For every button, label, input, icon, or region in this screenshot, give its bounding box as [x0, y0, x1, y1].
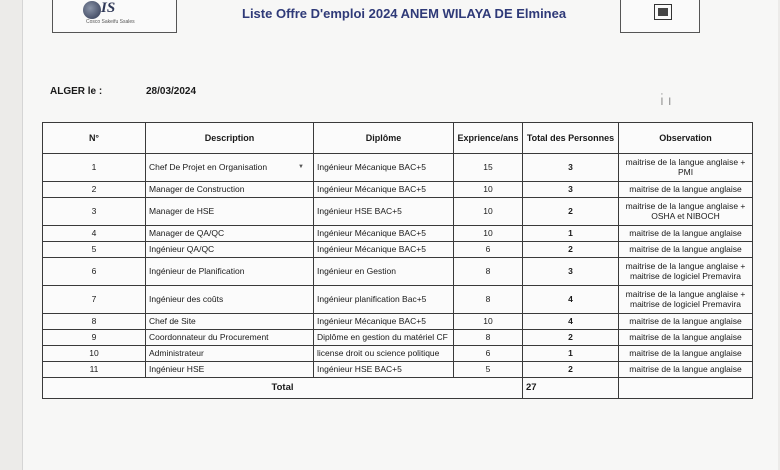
- cell-total: 4: [523, 314, 619, 330]
- total-value: 27: [523, 378, 619, 399]
- table-row: [43, 346, 753, 362]
- table-row: [43, 242, 753, 258]
- table-row: [43, 198, 753, 226]
- cell-observation: maitrise de la langue anglaise: [619, 314, 753, 330]
- pen-mark: ı̇ ı: [660, 92, 672, 108]
- cell-diplome: license droit ou science politique: [314, 346, 454, 362]
- cell-observation: maitrise de la langue anglaise: [619, 362, 753, 378]
- cell-diplome: Diplôme en gestion du matériel CF: [314, 330, 454, 346]
- cell-description: Coordonnateur du Procurement: [146, 330, 314, 346]
- emblem-icon: [654, 4, 672, 20]
- location-label: ALGER le :: [50, 86, 103, 97]
- cell-observation: maitrise de la langue anglaise: [619, 346, 753, 362]
- header-total: Total des Personnes: [523, 123, 619, 154]
- cell-diplome: Ingénieur Mécanique BAC+5: [314, 314, 454, 330]
- cell-experience: 8: [454, 286, 523, 314]
- cell-diplome: Ingénieur HSE BAC+5: [314, 198, 454, 226]
- cell-total: 3: [523, 154, 619, 182]
- document-date: 28/03/2024: [146, 86, 197, 97]
- cell-diplome: Ingénieur Mécanique BAC+5: [314, 242, 454, 258]
- cell-observation: maitrise de la langue anglaise: [619, 330, 753, 346]
- table-row: [43, 362, 753, 378]
- cell-observation: maitrise de la langue anglaise + OSHA et NIBOCH: [619, 198, 753, 226]
- header-description: Description: [146, 123, 314, 154]
- cell-description: Ingénieur de Planification: [146, 258, 314, 286]
- header: [22, 0, 778, 32]
- cell-num: 3: [43, 198, 146, 226]
- cell-observation: maitrise de la langue anglaise: [619, 182, 753, 198]
- cell-diplome: Ingénieur en Gestion: [314, 258, 454, 286]
- cell-diplome: Ingénieur HSE BAC+5: [314, 362, 454, 378]
- cell-experience: 8: [454, 258, 523, 286]
- cell-num: 7: [43, 286, 146, 314]
- cell-total: 2: [523, 198, 619, 226]
- company-logo: [52, 0, 177, 33]
- triangle-down-icon: ▼: [298, 164, 304, 171]
- total-label: Total: [43, 378, 523, 399]
- globe-icon: [83, 1, 101, 19]
- cell-observation: maitrise de la langue anglaise: [619, 242, 753, 258]
- logo-subtitle: Cosco Sakeifu Ssales: [86, 19, 135, 25]
- document-page: [22, 0, 778, 470]
- job-offers-table: [42, 122, 753, 399]
- cell-num: 2: [43, 182, 146, 198]
- cell-description: Administrateur: [146, 346, 314, 362]
- cell-diplome: Ingénieur Mécanique BAC+5: [314, 182, 454, 198]
- table-row: [43, 258, 753, 286]
- cell-num: 8: [43, 314, 146, 330]
- cell-experience: 5: [454, 362, 523, 378]
- cell-experience: 6: [454, 242, 523, 258]
- logo-text: IS: [101, 0, 116, 16]
- cell-total: 3: [523, 258, 619, 286]
- total-row: [43, 378, 753, 399]
- table-row: [43, 286, 753, 314]
- cell-num: 9: [43, 330, 146, 346]
- header-experience: Exprience/ans: [454, 123, 523, 154]
- header-diplome: Diplôme: [314, 123, 454, 154]
- cell-observation: maitrise de la langue anglaise + maitrise de logiciel Premavira: [619, 258, 753, 286]
- cell-experience: 15: [454, 154, 523, 182]
- cell-description: Chef de Site: [146, 314, 314, 330]
- cell-diplome: Ingénieur Mécanique BAC+5: [314, 226, 454, 242]
- cell-experience: 8: [454, 330, 523, 346]
- cell-description: Ingénieur HSE: [146, 362, 314, 378]
- header-num: N°: [43, 123, 146, 154]
- cell-observation: maitrise de la langue anglaise: [619, 226, 753, 242]
- cell-total: 2: [523, 362, 619, 378]
- cell-total: 2: [523, 242, 619, 258]
- cell-total: 2: [523, 330, 619, 346]
- cell-num: 10: [43, 346, 146, 362]
- table-header-row: [43, 123, 753, 154]
- cell-num: 6: [43, 258, 146, 286]
- cell-total: 1: [523, 346, 619, 362]
- cell-num: 4: [43, 226, 146, 242]
- table-row: [43, 154, 753, 182]
- table-row: [43, 226, 753, 242]
- table-row: [43, 330, 753, 346]
- cell-description-text: Chef De Projet en Organisation: [149, 161, 268, 172]
- cell-description: Manager de Construction: [146, 182, 314, 198]
- total-observation-empty: [619, 378, 753, 399]
- page-title: Liste Offre D'emploi 2024 ANEM WILAYA DE Elminea: [242, 6, 567, 21]
- cell-description: Ingénieur des coûts: [146, 286, 314, 314]
- table-row: [43, 314, 753, 330]
- cell-num: 1: [43, 154, 146, 182]
- cell-diplome: Ingénieur Mécanique BAC+5: [314, 154, 454, 182]
- partner-logo: [620, 0, 700, 33]
- cell-num: 11: [43, 362, 146, 378]
- cell-total: 1: [523, 226, 619, 242]
- cell-experience: 10: [454, 182, 523, 198]
- header-observation: Observation: [619, 123, 753, 154]
- cell-observation: maitrise de la langue anglaise + PMI: [619, 154, 753, 182]
- cell-description: Manager de HSE: [146, 198, 314, 226]
- cell-diplome: Ingénieur planification Bac+5: [314, 286, 454, 314]
- cell-description: Ingénieur QA/QC: [146, 242, 314, 258]
- cell-observation: maitrise de la langue anglaise + maitrise de logiciel Premavira: [619, 286, 753, 314]
- cell-num: 5: [43, 242, 146, 258]
- cell-total: 3: [523, 182, 619, 198]
- cell-description: [146, 154, 314, 182]
- cell-description: Manager de QA/QC: [146, 226, 314, 242]
- table-row: [43, 182, 753, 198]
- cell-experience: 10: [454, 226, 523, 242]
- cell-experience: 6: [454, 346, 523, 362]
- cell-experience: 10: [454, 198, 523, 226]
- cell-experience: 10: [454, 314, 523, 330]
- cell-total: 4: [523, 286, 619, 314]
